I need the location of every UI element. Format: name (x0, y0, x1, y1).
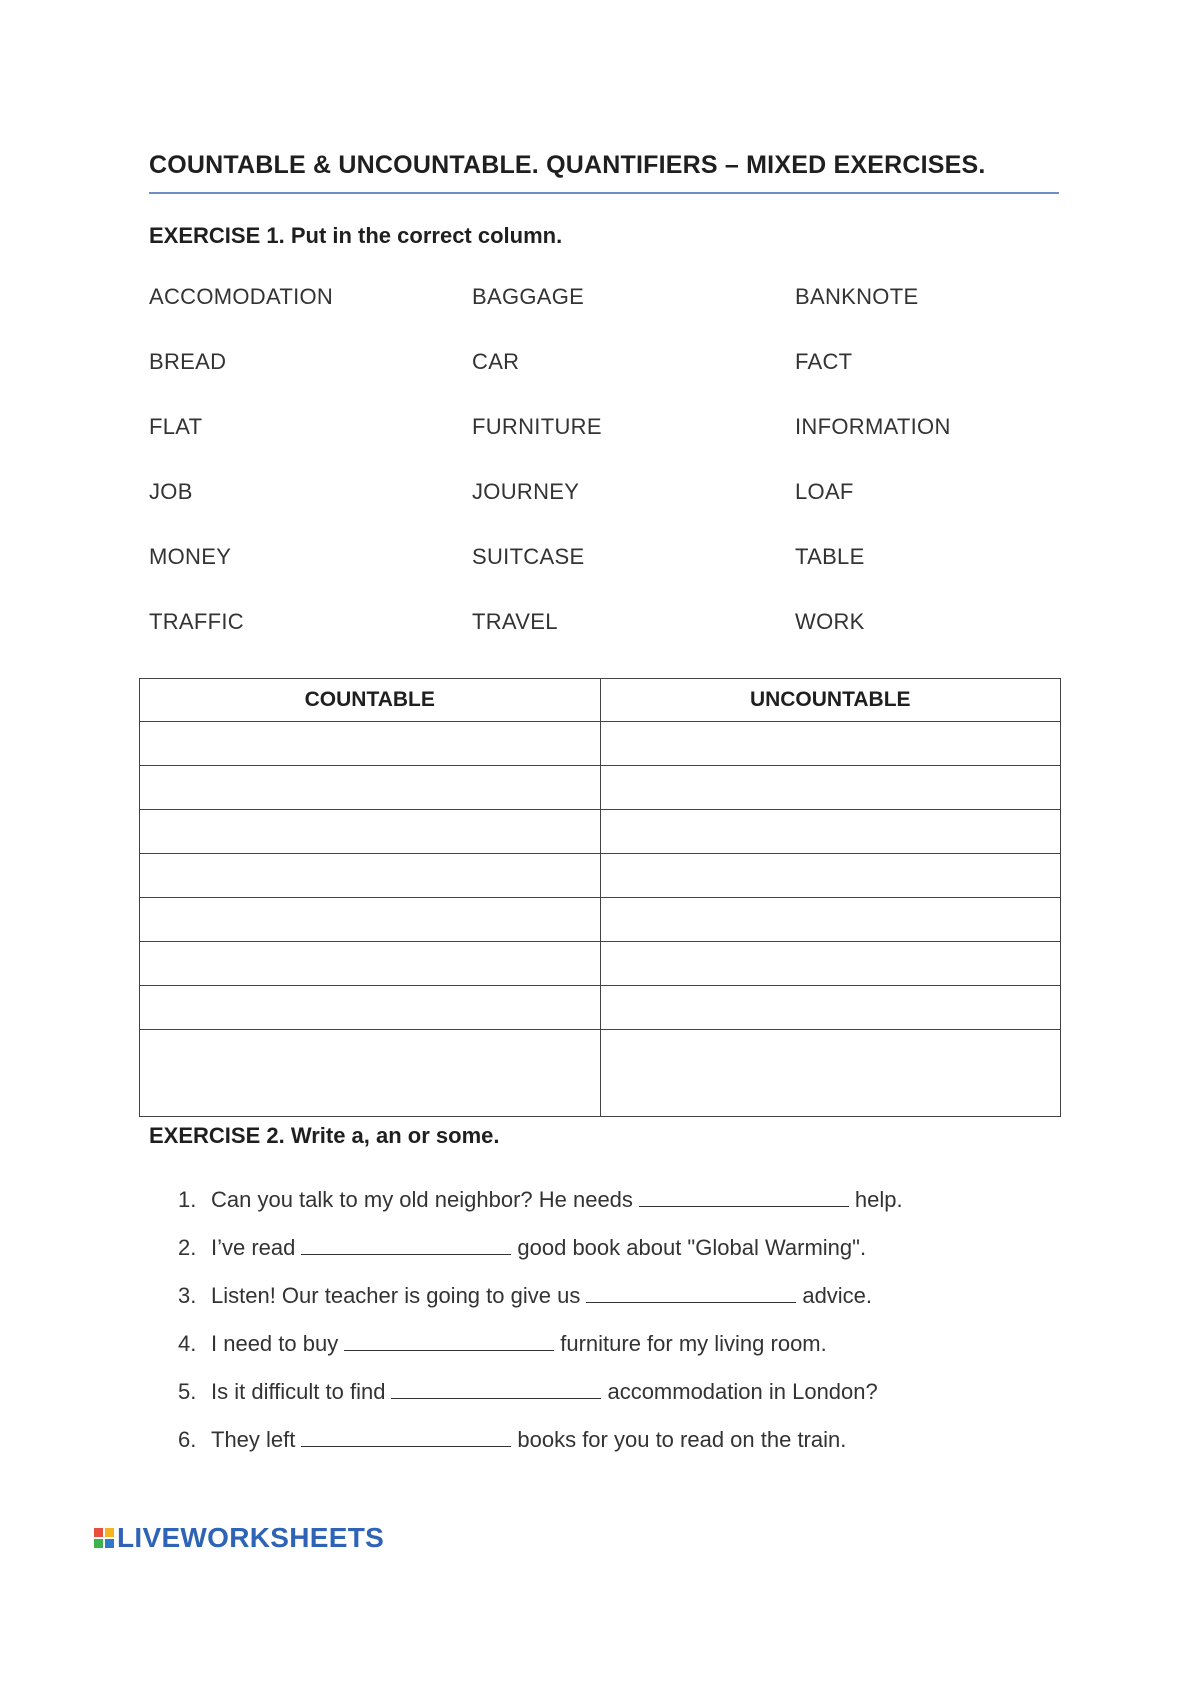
table-row (140, 942, 1061, 986)
word-item[interactable]: FLAT (149, 414, 203, 439)
word-row (149, 544, 1059, 609)
uncountable-drop-cell[interactable] (600, 986, 1061, 1030)
answer-blank[interactable] (301, 1234, 511, 1255)
answer-blank[interactable] (586, 1282, 796, 1303)
word-bank (149, 284, 1059, 674)
word-item[interactable]: BAGGAGE (472, 284, 585, 309)
question-item (178, 1426, 1058, 1474)
countable-drop-cell[interactable] (140, 942, 601, 986)
answer-blank[interactable] (391, 1378, 601, 1399)
question-text-after: good book about "Global Warming". (517, 1235, 867, 1260)
question-number: 1. (178, 1187, 197, 1212)
word-item[interactable]: FACT (795, 349, 853, 374)
question-number: 3. (178, 1283, 197, 1308)
answer-blank[interactable] (639, 1186, 849, 1207)
countable-drop-cell[interactable] (140, 766, 601, 810)
word-row (149, 479, 1059, 544)
table-row (140, 986, 1061, 1030)
word-item[interactable]: INFORMATION (795, 414, 951, 439)
countable-drop-cell[interactable] (140, 722, 601, 766)
word-item[interactable]: BREAD (149, 349, 227, 374)
countable-drop-cell[interactable] (140, 854, 601, 898)
question-text-after: accommodation in London? (607, 1379, 878, 1404)
word-row (149, 609, 1059, 674)
question-item (178, 1378, 1058, 1426)
table-header-row (140, 679, 1061, 722)
countable-drop-cell[interactable] (140, 986, 601, 1030)
question-text-before: I need to buy (211, 1331, 339, 1356)
uncountable-drop-cell[interactable] (600, 766, 1061, 810)
word-item[interactable]: JOURNEY (472, 479, 580, 504)
question-text-after: advice. (802, 1283, 873, 1308)
uncountable-drop-cell[interactable] (600, 1030, 1061, 1117)
word-item[interactable]: WORK (795, 609, 865, 634)
question-text-before: Is it difficult to find (211, 1379, 386, 1404)
countable-drop-cell[interactable] (140, 1030, 601, 1117)
sorting-table (139, 678, 1061, 1117)
liveworksheets-logo (94, 1523, 384, 1553)
question-number: 2. (178, 1235, 197, 1260)
exercise1-heading: EXERCISE 1. Put in the correct column. (149, 223, 563, 248)
table-row (140, 1030, 1061, 1117)
table-row (140, 810, 1061, 854)
word-item[interactable]: CAR (472, 349, 520, 374)
countable-drop-cell[interactable] (140, 810, 601, 854)
word-item[interactable]: FURNITURE (472, 414, 602, 439)
question-text-before: They left (211, 1427, 296, 1452)
page-title: COUNTABLE & UNCOUNTABLE. QUANTIFIERS – MIXED EXERCISES. (149, 151, 986, 179)
logo-text: LIVEWORKSHEETS (117, 1522, 385, 1553)
uncountable-drop-cell[interactable] (600, 722, 1061, 766)
question-text-before: I’ve read (211, 1235, 296, 1260)
uncountable-column-header: UNCOUNTABLE (600, 679, 1061, 722)
uncountable-drop-cell[interactable] (600, 810, 1061, 854)
logo-mark-icon (94, 1528, 114, 1548)
uncountable-drop-cell[interactable] (600, 854, 1061, 898)
question-item (178, 1234, 1058, 1282)
countable-column-header: COUNTABLE (140, 679, 601, 722)
question-list (178, 1186, 1058, 1474)
word-item[interactable]: TRAVEL (472, 609, 558, 634)
word-item[interactable]: MONEY (149, 544, 232, 569)
uncountable-drop-cell[interactable] (600, 942, 1061, 986)
word-item[interactable]: BANKNOTE (795, 284, 919, 309)
question-item (178, 1282, 1058, 1330)
question-item (178, 1186, 1058, 1234)
exercise2-heading: EXERCISE 2. Write a, an or some. (149, 1123, 500, 1148)
question-number: 5. (178, 1379, 197, 1404)
table-row (140, 766, 1061, 810)
word-row (149, 349, 1059, 414)
title-underline (149, 192, 1059, 194)
question-item (178, 1330, 1058, 1378)
table-row (140, 854, 1061, 898)
table-row (140, 898, 1061, 942)
answer-blank[interactable] (301, 1426, 511, 1447)
question-text-before: Listen! Our teacher is going to give us (211, 1283, 581, 1308)
question-text-after: help. (854, 1187, 903, 1212)
question-number: 6. (178, 1427, 197, 1452)
countable-drop-cell[interactable] (140, 898, 601, 942)
word-item[interactable]: TRAFFIC (149, 609, 244, 634)
table-row (140, 722, 1061, 766)
question-text-after: books for you to read on the train. (517, 1427, 847, 1452)
word-item[interactable]: TABLE (795, 544, 865, 569)
word-row (149, 414, 1059, 479)
word-item[interactable]: JOB (149, 479, 193, 504)
question-number: 4. (178, 1331, 197, 1356)
uncountable-drop-cell[interactable] (600, 898, 1061, 942)
word-item[interactable]: ACCOMODATION (149, 284, 334, 309)
answer-blank[interactable] (344, 1330, 554, 1351)
word-row (149, 284, 1059, 349)
question-text-before: Can you talk to my old neighbor? He needs (211, 1187, 633, 1212)
word-item[interactable]: LOAF (795, 479, 854, 504)
word-item[interactable]: SUITCASE (472, 544, 585, 569)
question-text-after: furniture for my living room. (560, 1331, 827, 1356)
